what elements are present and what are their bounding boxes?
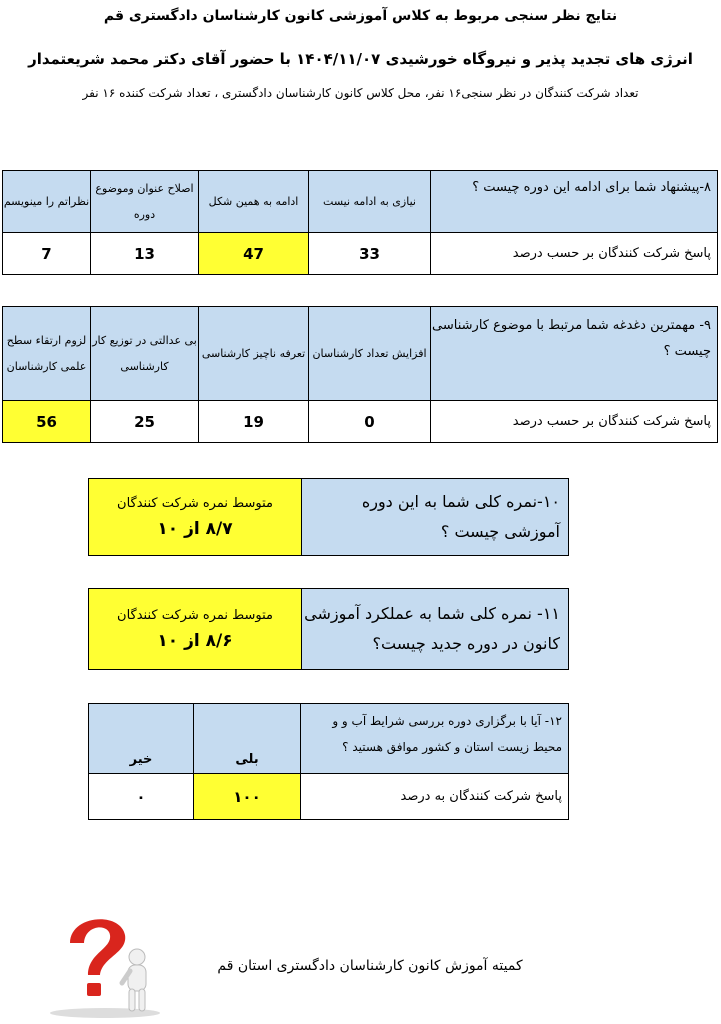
q8-option-1: نیازی به ادامه نیست [323,194,416,208]
q11-score-value: ۸/۶ از ۱۰ [157,630,233,651]
q12-yes-label: بلی [194,704,301,774]
q8-value-4: 7 [3,233,91,275]
q10-table [88,478,569,556]
q9-option-4: لزوم ارتقاء سطح علمی کارشناسان [6,333,87,373]
q12-no-label: خیر [89,704,194,774]
q9-table [2,306,718,443]
q12-table [88,703,569,820]
footer-text: کمیته آموزش کانون کارشناسان دادگستری استان قم [217,958,523,974]
q8-option-2: ادامه به همین شکل [208,194,299,208]
q8-option-3: اصلاح عنوان وموضوع دوره [95,181,194,221]
q8-answer-label: پاسخ شرکت کنندگان بر حسب درصد [431,233,718,275]
q9-option-2: تعرفه ناچیز کارشناسی [201,346,306,360]
q11-table [88,588,569,670]
q9-value-3: 25 [91,401,199,443]
course-title: انرژی های تجدید پذیر و نیروگاه خورشیدی ۱۴۰۴/۱۱/۰۷ با حضور آقای دکتر محمد شریعتمدار [28,50,693,68]
q12-answer-label: پاسخ شرکت کنندگان به درصد [301,774,569,820]
q9-option-1: افزایش تعداد کارشناسان [312,346,427,360]
report-title: نتایج نظر سنجی مربوط به کلاس آموزشی کانون کارشناسان دادگستری قم [103,8,618,24]
question-mark-figure-icon [40,905,170,1020]
q10-score-value: ۸/۷ از ۱۰ [157,518,233,539]
q9-value-2: 19 [199,401,309,443]
participants-info: تعداد شرکت کنندگان در نظر سنجی۱۶ نفر، محل کلاس کانون کارشناسان دادگستری ، تعداد شرکت کننده ۱۶ نفر [82,86,639,100]
q9-answer-label: پاسخ شرکت کنندگان بر حسب درصد [431,401,718,443]
q9-value-1: 0 [309,401,431,443]
q9-option-3: بی عدالتی در توزیع کار کارشناسی [92,333,197,373]
q10-question: ۱۰-نمره کلی شما به این دوره آموزشی چیست ؟ [302,479,569,556]
q11-score-label: متوسط نمره شرکت کنندگان [117,607,273,623]
q8-option-4: نظراتم را مینویسم [3,194,90,208]
q10-score-label: متوسط نمره شرکت کنندگان [117,495,273,511]
q12-no-value: ۰ [89,774,194,820]
q11-question: ۱۱- نمره کلی شما به عملکرد آموزشی کانون در دوره جدید چیست؟ [302,589,569,670]
q9-value-4: 56 [3,401,91,443]
q8-question: ۸-پیشنهاد شما برای ادامه این دوره چیست ؟ [431,171,718,233]
q12-question: ۱۲- آیا با برگزاری دوره بررسی شرایط آب و و محیط زیست استان و کشور موافق هستید ؟ [301,704,569,774]
q9-question: ۹- مهمترین دغدغه شما مرتبط با موضوع کارشناسی چیست ؟ [431,307,718,401]
q8-value-1: 33 [309,233,431,275]
q12-yes-value: ۱۰۰ [194,774,301,820]
q8-value-3: 13 [91,233,199,275]
q8-table [2,170,718,275]
q8-value-2: 47 [199,233,309,275]
